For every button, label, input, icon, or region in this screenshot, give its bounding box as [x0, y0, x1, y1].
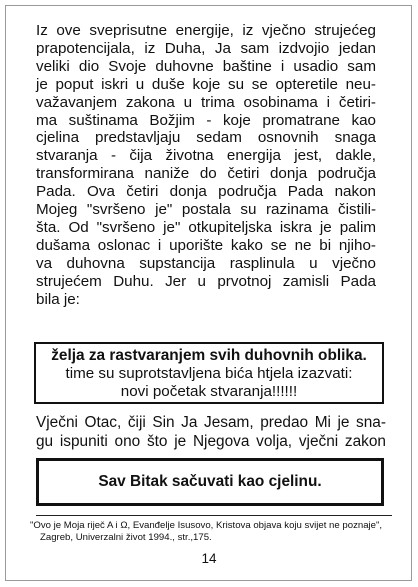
- text-line: cjelina predstavljaju sedam osnovnih snaga: [36, 129, 376, 147]
- highlight-bold-line: želja za rastvaranjem svih duhovnih oblika.: [51, 347, 367, 364]
- text-line: važavanjem zakona u trima osobinama i četiri-: [36, 93, 376, 111]
- highlight-line: novi početak stvaranja!!!!!!: [120, 383, 298, 400]
- text-line: šta. Od "svršeno je" otkupiteljska iskra je palim: [36, 218, 376, 236]
- highlight-box-desire: [34, 342, 384, 404]
- page-number: 14: [201, 551, 217, 566]
- footnote-line: Zagreb, Univerzalni život 1994., str.,175.: [40, 532, 212, 543]
- text-line: dušama oslonac i uporište kako se ne bi njiho-: [36, 236, 376, 254]
- highlight-box-law: [36, 458, 384, 506]
- footnote-line: "Ovo je Moja riječ A i Ω, Evanđelje Isusovo, Kristova objava koju svijet ne poznaje",: [30, 520, 383, 531]
- text-line: gu ispuniti ono što je Njegova volja, vječni zakon: [36, 433, 386, 450]
- text-line: va duhovna supstancija rasplinula u vječno: [36, 254, 376, 272]
- text-line: Vječni Otac, čiji Sin Ja Jesam, predao Mi je sna-: [36, 414, 386, 431]
- footnote-divider: [36, 515, 392, 516]
- footnote: [30, 520, 400, 544]
- text-line: Iz ove sveprisutne energije, iz vječno strujećeg: [36, 22, 376, 39]
- highlight-line: time su suprotstavljena bića htjela izazvati:: [65, 365, 353, 382]
- text-line: prapotencijala, iz Duha, Ja sam izdvojio jedan: [36, 39, 376, 57]
- text-line: transformirana naniže do četiri donja područja: [36, 165, 376, 183]
- text-line: Mojeg "svršeno je" postala su razinama čistili-: [36, 201, 376, 219]
- text-line: bila je:: [36, 290, 80, 308]
- text-line: ma suštinama Božjim - koje promatrane kao: [36, 111, 376, 129]
- text-line: je poput iskri u duše koje su se opteretile neu-: [36, 75, 376, 93]
- text-line: veliki dio Svoje duhovne baštine i usadio sam: [36, 57, 376, 75]
- text-line: Pada. Ova četiri donja područja Pada nakon: [36, 183, 376, 201]
- text-line: strujećem Duhu. Jer u prvotnoj zamisli Pada: [36, 272, 376, 290]
- text-line: stvaranja - čija životna energija jest, dakle,: [36, 147, 376, 165]
- paragraph-second: [36, 413, 386, 451]
- highlight-law-text: Sav Bitak sačuvati kao cjelinu.: [98, 473, 322, 490]
- paragraph-main: [36, 22, 376, 309]
